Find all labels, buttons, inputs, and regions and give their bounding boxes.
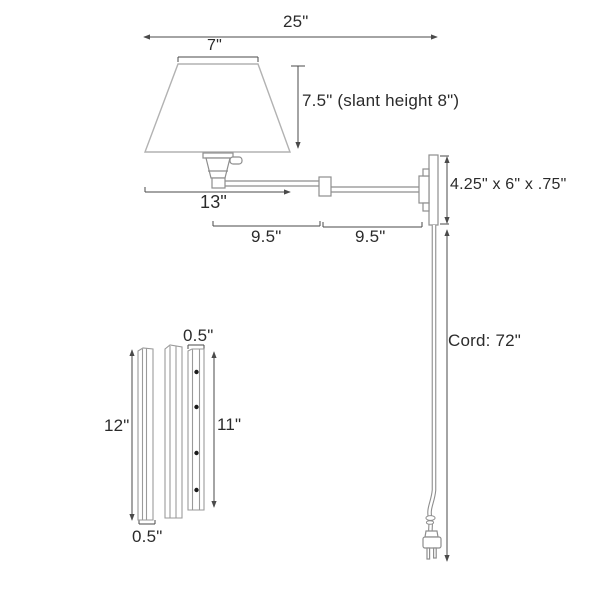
socket-body [206,158,230,178]
dim-label-arm-segment-1: 9.5" [251,227,282,246]
dim-line-bar-width-bottom [139,520,155,524]
dim-line-wall-plate [440,156,449,224]
dim-label-bar-width-bottom: 0.5" [132,527,163,546]
dim-label-shade-top-diameter: 7" [207,37,222,54]
mount-bracket [419,176,429,203]
lamp-socket [203,153,242,188]
dim-label-overall-width: 25" [283,12,309,31]
dim-label-arm-segment-2: 9.5" [355,227,386,246]
mount-tab-bottom [423,203,429,211]
plug-prong-left [427,548,430,559]
bracket-bars [138,345,204,520]
cord-ferrule-lower [426,521,433,525]
bracket-bar-1 [138,348,153,520]
plug-prong-right [434,548,437,558]
swing-arm [225,177,419,196]
power-plug [423,531,441,559]
dim-line-arm-segment-1 [213,221,320,226]
wall-mount [419,155,438,225]
plug-neck [425,531,438,537]
dim-label-bar-height-left: 12" [104,416,130,435]
wall-plate [429,155,438,225]
socket-flange [203,153,233,158]
plug-body [423,537,441,548]
socket-stem [212,178,225,188]
dim-label-wall-plate-size: 4.25" x 6" x .75" [450,176,567,193]
dim-line-shade-top [178,57,258,62]
cord-ferrule [426,516,435,521]
bracket-bar-2 [165,345,182,518]
socket-switch-knob [230,157,242,164]
dim-line-bar-width-top [188,345,204,349]
dim-label-cord-length: Cord: 72" [448,331,522,350]
power-cord [426,225,435,533]
lamp-shade [145,64,290,152]
mount-tab-top [423,169,429,176]
arm-elbow-joint [319,177,331,196]
bracket-bar-3 [188,349,204,510]
dim-label-bar-width-top: 0.5" [183,326,214,345]
dim-label-arm-extension: 13" [200,192,228,212]
dim-label-shade-height: 7.5" (slant height 8") [302,91,460,110]
dim-label-bar-height-right: 11" [217,415,242,434]
